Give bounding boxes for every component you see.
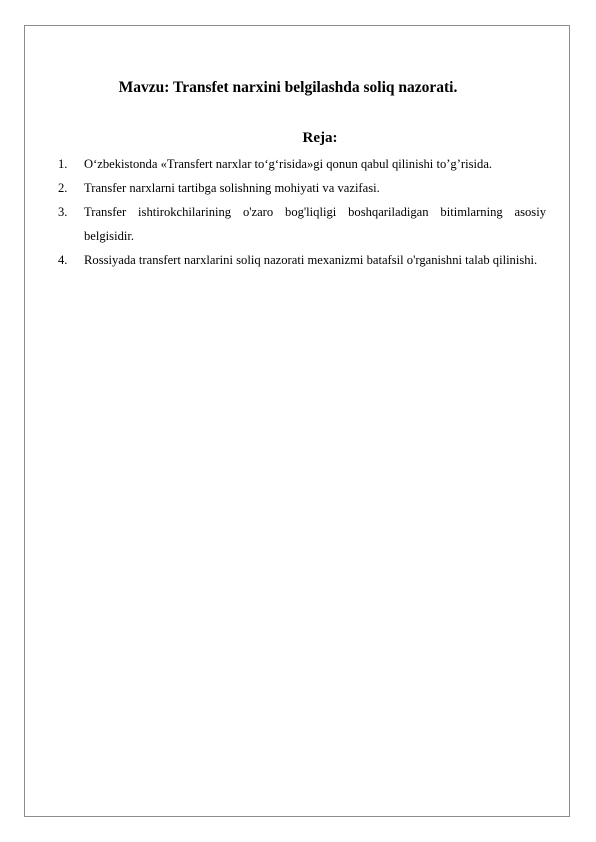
plan-item-1 [58,152,546,176]
plan-item-number: 2. [58,181,68,195]
plan-item-number: 4. [58,253,68,267]
plan-item-text: O‘zbekistonda «Transfert narxlar to‘g‘risida»gi qonun qabul qilinishi to’g’risida. [84,157,493,171]
plan-item-2 [58,176,546,200]
plan-item-text: Transfer narxlarni tartibga solishning mohiyati va vazifasi. [84,181,380,195]
plan-item-number: 1. [58,157,68,171]
plan-item-3 [58,200,546,248]
document-title-text: Mavzu: Transfet narxini belgilashda soliq nazorati. [118,79,458,96]
plan-item-text: Rossiyada transfert narxlarini soliq nazorati mexanizmi batafsil o'rganishni talab qilinishi. [84,253,538,267]
plan-list [58,152,546,272]
plan-item-4 [58,248,546,272]
document-title [0,78,596,98]
plan-heading: Reja: [302,130,338,146]
plan-item-text: Transfer ishtirokchilarining o'zaro bog'liqligi boshqariladigan bitimlarning asosiy belgisidir. [84,205,546,243]
plan-item-number: 3. [58,205,68,219]
